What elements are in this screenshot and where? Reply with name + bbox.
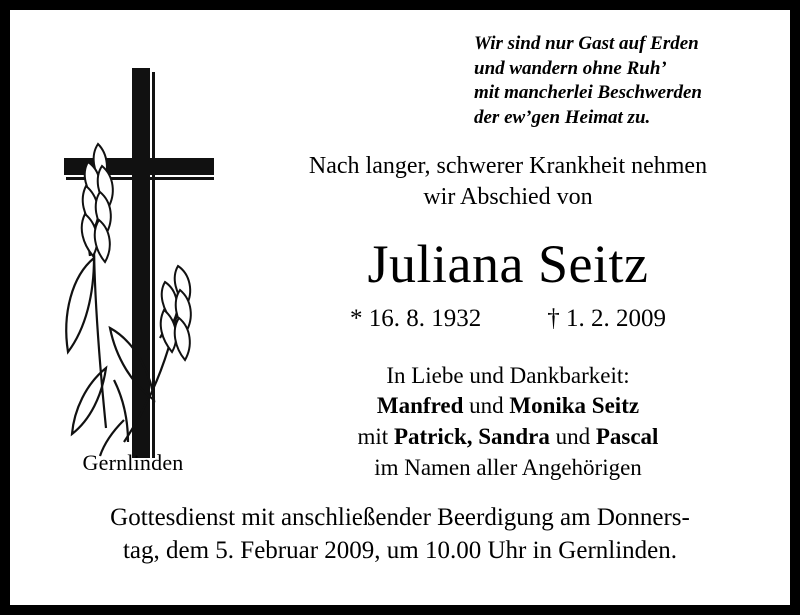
verse-block: [474, 32, 778, 131]
service-information: [10, 502, 790, 567]
family-member-monika-seitz: Monika Seitz: [509, 393, 640, 419]
verse-line-3: mit mancherlei Beschwerden: [474, 82, 702, 104]
death-date: † 1. 2. 2009: [547, 304, 666, 332]
cross-and-wheat-illustration: [28, 28, 238, 458]
birth-date: * 16. 8. 1932: [350, 304, 482, 332]
family-line-2: [238, 391, 778, 422]
family-member-manfred: Manfred: [376, 393, 464, 419]
service-line-2: tag, dem 5. Februar 2009, um 10.00 Uhr in Gernlinden.: [122, 536, 678, 564]
family-line-3: [238, 422, 778, 453]
family-line-4: im Namen aller Angehörigen: [374, 454, 642, 480]
obituary-text-column: [238, 32, 778, 483]
verse-line-4: der ew’gen Heimat zu.: [474, 107, 651, 129]
obituary-card: [10, 10, 790, 605]
family-members-patrick-sandra: Patrick, Sandra: [393, 423, 550, 449]
intro-line-1: Nach langer, schwerer Krankheit nehmen: [308, 152, 708, 179]
family-intro: In Liebe und Dankbarkeit:: [386, 362, 630, 388]
family-preposition: mit: [357, 423, 389, 449]
service-line-1: Gottesdienst mit anschließender Beerdigung am Donners-: [110, 504, 690, 531]
intro-line-2: wir Abschied von: [423, 184, 593, 211]
deceased-name: Juliana Seitz: [367, 234, 649, 295]
intro-block: [238, 151, 778, 214]
family-member-pascal: Pascal: [595, 423, 659, 449]
family-conjunction-2: und: [555, 423, 591, 449]
family-conjunction-1: und: [469, 393, 504, 419]
verse-line-2: und wandern ohne Ruh’: [474, 57, 667, 79]
family-block: [238, 361, 778, 483]
life-dates: [238, 305, 778, 333]
obituary-upper-section: [10, 10, 790, 490]
cross-and-wheat-icon: [28, 28, 238, 458]
verse-line-1: Wir sind nur Gast auf Erden: [474, 33, 699, 54]
place-label: Gernlinden: [82, 450, 184, 475]
